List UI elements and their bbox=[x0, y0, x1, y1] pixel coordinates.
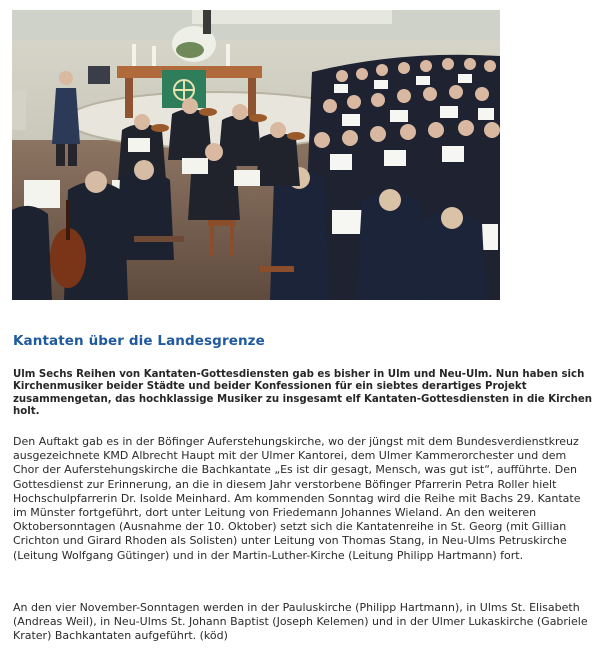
article-paragraph-1: Den Auftakt gab es in der Böfinger Auferstehungskirche, wo der jüngst mit dem Bundesverdienstkreuz ausgezeichnete KMD Albrecht Haupt mit der Ulmer Kantorei, dem Ulmer Kammerorchester und dem Chor der Auferstehungskirche die Bachkantate „Es ist dir gesagt, Mensch, was gut ist“, aufführte. Den Gottesdienst zur Erinnerung, an die in diesem Jahr verstorbene Böfinger Pfarrerin Petra Roller hielt Hochschulpfarrerin Dr. Isolde Meinhard. Am kommenden Sonntag wird die Reihe mit Bachs 29. Kantate im Münster fortgeführt, dort unter Leitung von Friedemann Johannes Wieland. An den weiteren Oktobersonntagen (Ausnahme der 10. Oktober) setzt sich die Kantatenreihe in St. Georg (mit Gillian Crichton und Girard Rhoden als Solisten) unter Leitung von Thomas Stang, in Neu-Ulms Petruskirche (Leitung Wolfgang Gütinger) und in der Martin-Luther-Kirche (Leitung Philipp Hartmann) fort. bbox=[13, 435, 581, 562]
article-headline: Kantaten über die Landesgrenze bbox=[13, 333, 265, 349]
article-paragraph-2: An den vier November-Sonntagen werden in der Pauluskirche (Philipp Hartmann), in Ulms St. Elisabeth (Andreas Weil), in Neu-Ulms St. Johann Baptist (Joseph Kelemen) und in der Ulmer Lukaskirche (Gabriele Krater) Bachkantaten aufgeführt. (köd) bbox=[13, 601, 588, 643]
article-lead: Ulm Sechs Reihen von Kantaten-Gottesdiensten gab es bisher in Ulm und Neu-Ulm. Nun haben sich Kirchenmusiker beider Städte und beider Konfessionen für ein siebtes derartiges Projekt zusammengetan, das hochklassige Musiker zu insgesamt elf Kantaten-Gottesdiensten in die Kirchen holt. bbox=[13, 369, 593, 417]
concert-photo bbox=[12, 10, 500, 300]
